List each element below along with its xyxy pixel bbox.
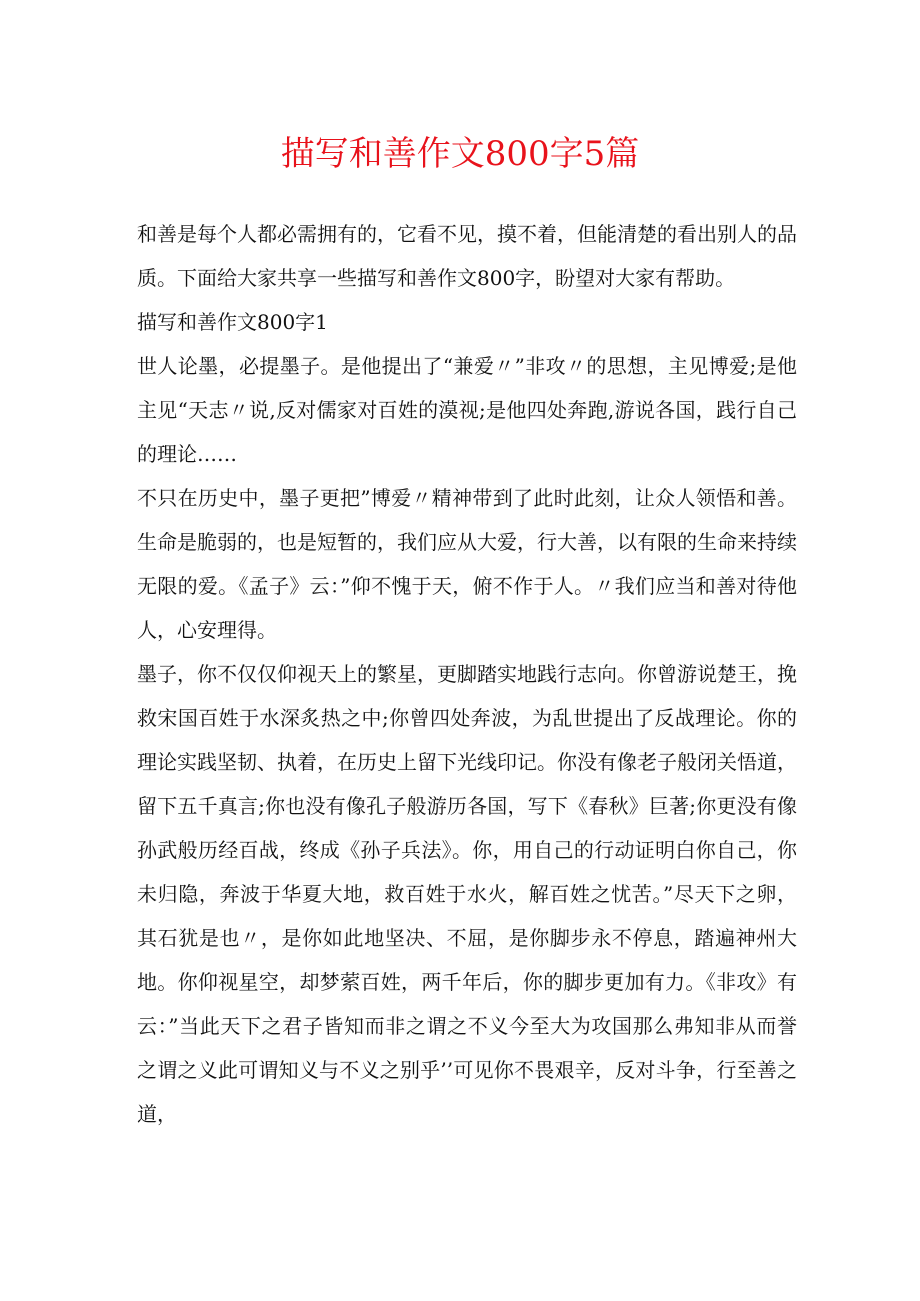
paragraph: 不只在历史中，墨子更把”博爱〃精神带到了此时此刻，让众人领悟和善。生命是脆弱的，也是短暂的，我们应从大爱，行大善，以有限的生命来持续无限的爱。《孟子》云：”仰不愧于天，俯不作于人。〃我们应当和善对待他人，心安理得。: [137, 486, 797, 642]
paragraph-intro: 和善是每个人都必需拥有的，它看不见，摸不着，但能清楚的看出别人的品质。下面给大家共享一些描写和善作文800字，盼望对大家有帮助。: [137, 222, 797, 290]
document-body: [137, 212, 797, 1136]
document-title: 描写和善作文800字5篇: [280, 134, 640, 174]
section-heading: 描写和善作文800字1: [137, 310, 328, 334]
paragraph: 墨子，你不仅仅仰视天上的繁星，更脚踏实地践行志向。你曾游说楚王，挽救宋国百姓于水深炙热之中;你曾四处奔波，为乱世提出了反战理论。你的理论实践坚韧、执着，在历史上留下光线印记。你没有像老子般闭关悟道，留下五千真言;你也没有像孔子般游历各国，写下《春秋》巨著;你更没有像孙武般历经百战，终成《孙子兵法》。你，用自己的行动证明白你自己，你未归隐，奔波于华夏大地，救百姓于水火，解百姓之忧苦。”尽天下之卵，其石犹是也〃，是你如此地坚决、不屈，是你脚步永不停息，踏遍神州大地。你仰视星空，却梦萦百姓，两千年后，你的脚步更加有力。《非攻》有云：”当此天下之君子皆知而非之谓之不义今至大为攻国那么弗知非从而誉之谓之义此可谓知义与不义之别乎’’可见你不畏艰辛，反对斗争，行至善之道，: [137, 662, 797, 1126]
paragraph: 世人论墨，必提墨子。是他提出了“兼爱〃”非攻〃的思想，主见博爱;是他主见“天志〃说,反对儒家对百姓的漠视;是他四处奔跑,游说各国，践行自己的理论……: [137, 354, 797, 466]
